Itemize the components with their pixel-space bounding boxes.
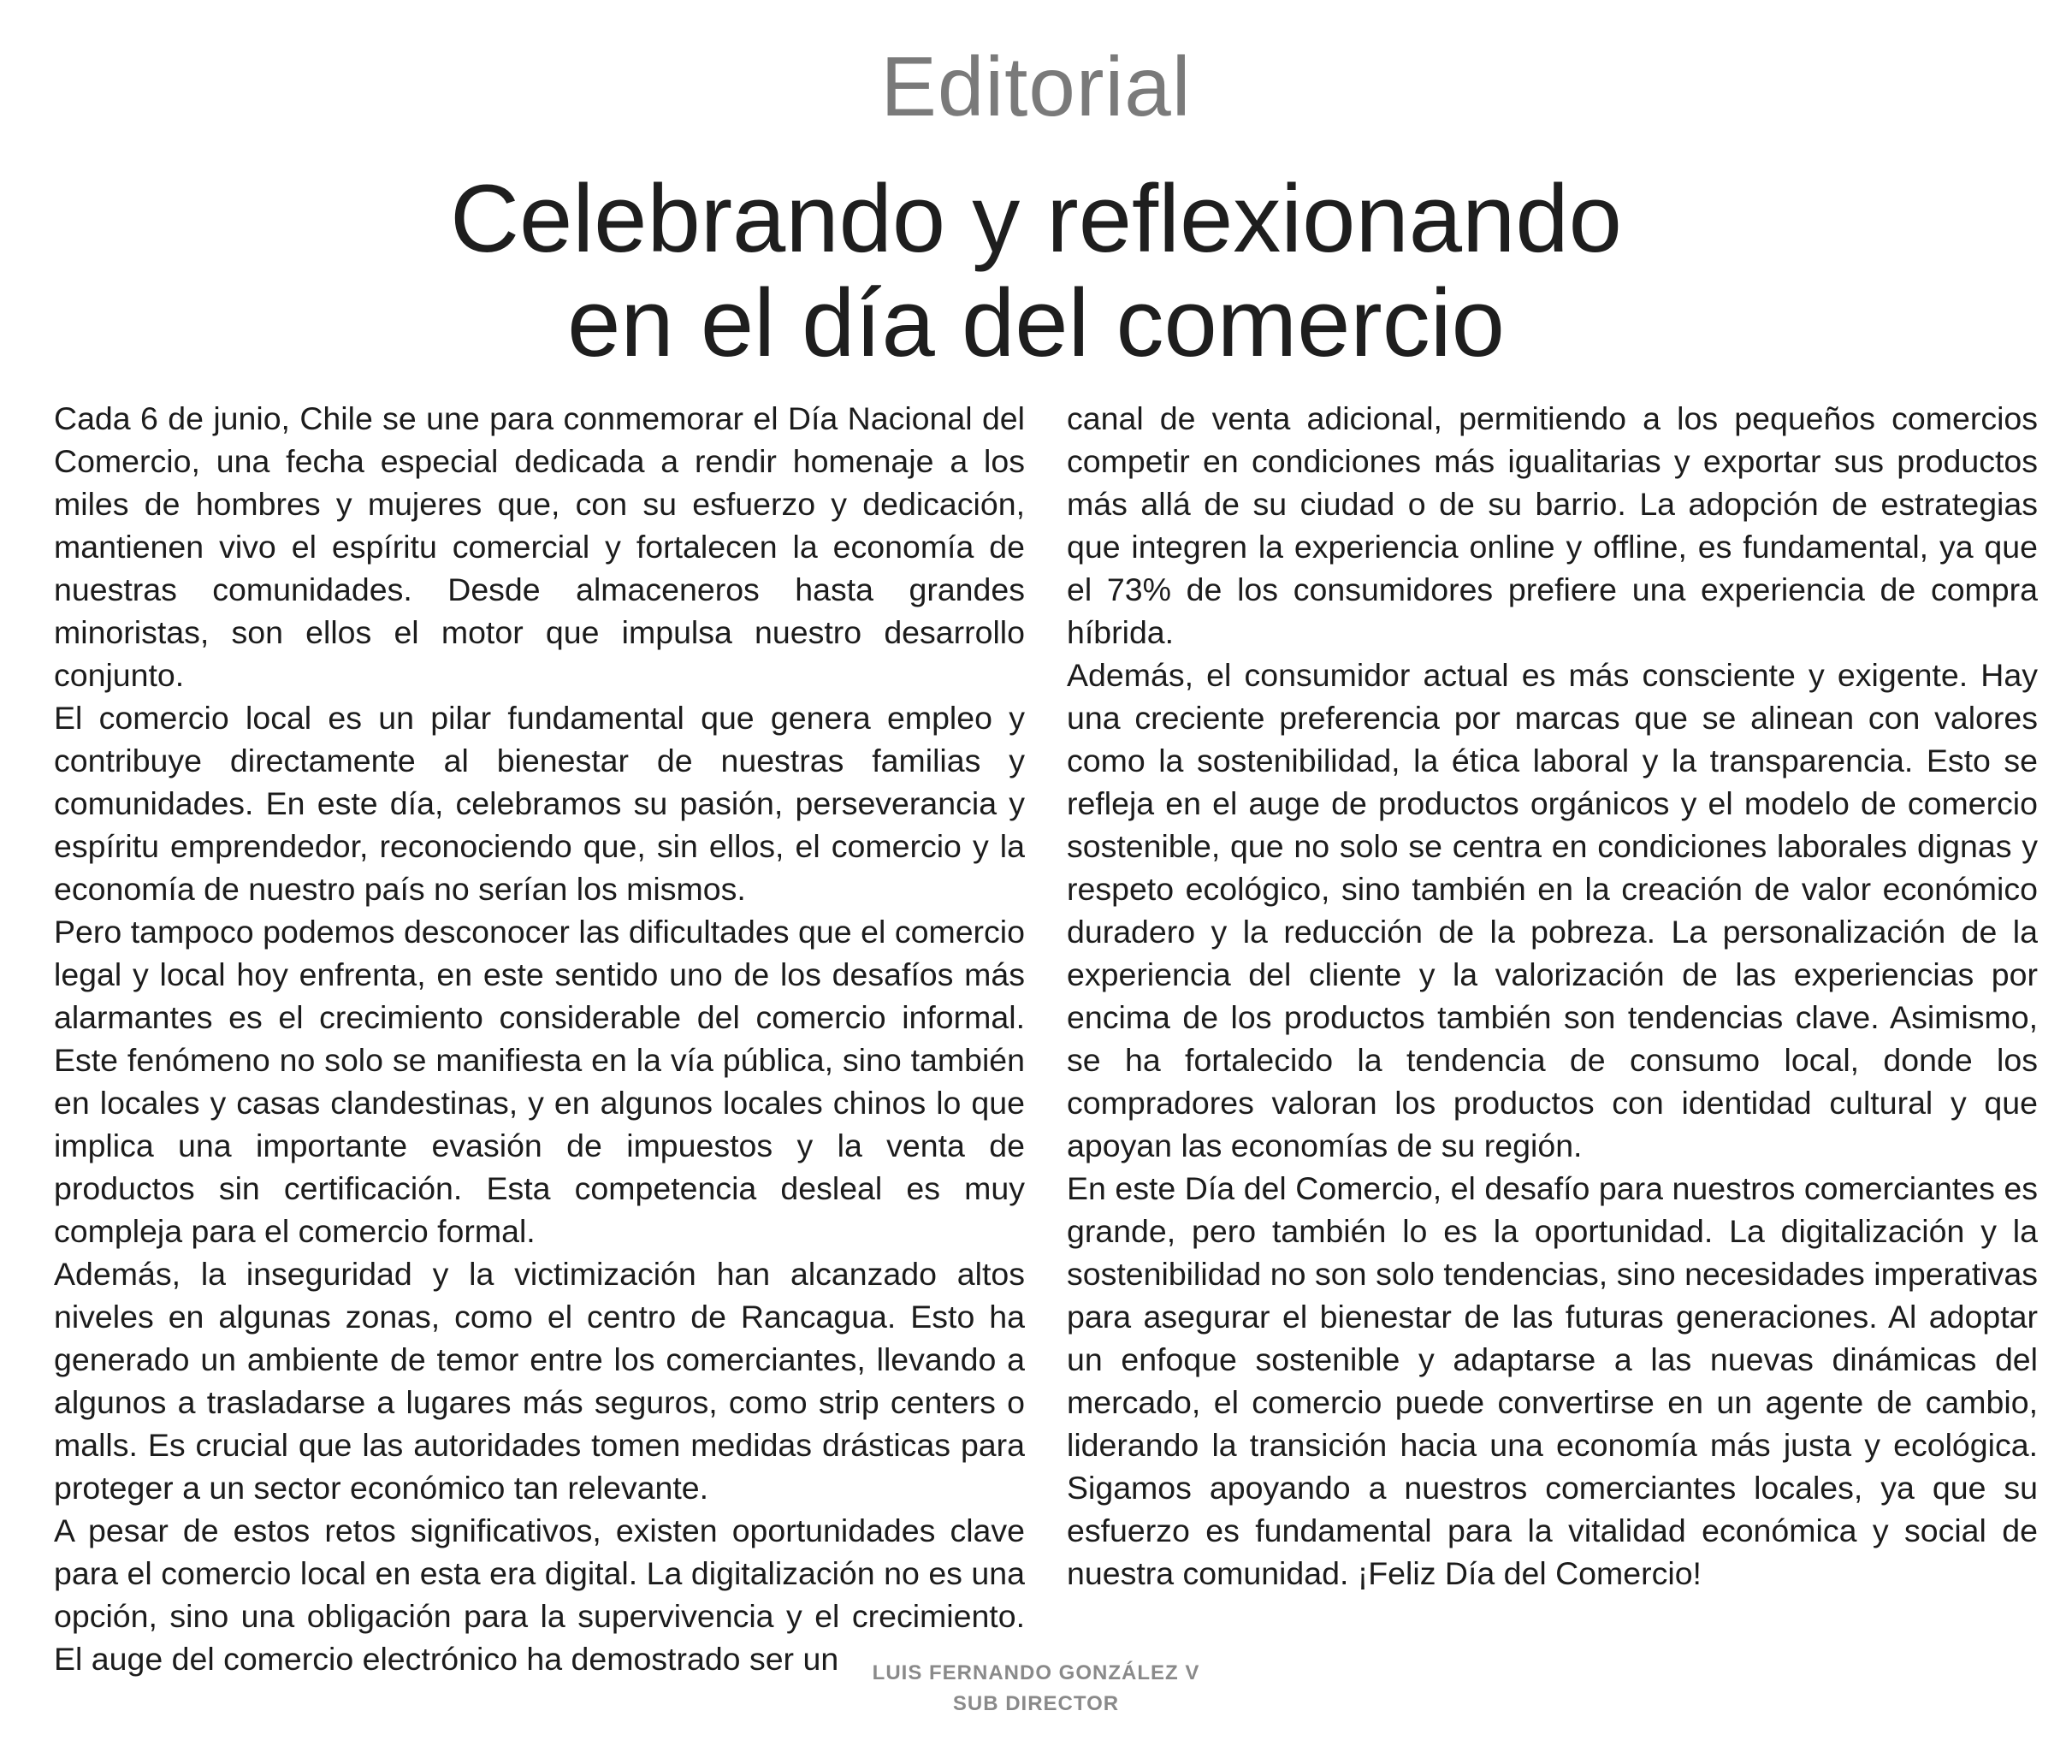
paragraph: Pero tampoco podemos desconocer las dificultades que el comercio legal y local hoy enfrenta, en este sentido uno de los desafíos más alarmantes es el crecimiento considerable del comercio informal. Este fenómeno no solo se manifiesta en la vía pública, sino también en locales y casas clandestinas, y en algunos locales chinos lo que implica una importante evasión de impuestos y la venta de productos sin certificación. Esta competencia desleal es muy compleja para el comercio formal. (54, 914, 1025, 1249)
headline (0, 167, 2072, 376)
headline-line-2: en el día del comercio (567, 269, 1505, 376)
left-column (54, 397, 1025, 1680)
right-column (1067, 397, 2038, 1595)
paragraph: Además, la inseguridad y la victimización han alcanzado altos niveles en algunas zonas, como el centro de Rancagua. Esto ha generado un ambiente de temor entre los comerciantes, llevando a algunos a trasladarse a lugares más seguros, como strip centers o malls. Es crucial que las autoridades tomen medidas drásticas para proteger a un sector económico tan relevante. (54, 1256, 1025, 1506)
paragraph: Cada 6 de junio, Chile se une para conmemorar el Día Nacional del Comercio, una fecha especial dedicada a rendir homenaje a los miles de hombres y mujeres que, con su esfuerzo y dedicación, mantienen vivo el espíritu comercial y fortalecen la economía de nuestras comunidades. Desde almaceneros hasta grandes minoristas, son ellos el motor que impulsa nuestro desarrollo conjunto. (54, 400, 1025, 693)
paragraph: A pesar de estos retos significativos, existen oportunidades clave para el comercio local en esta era digital. La digitalización no es una opción, sino una obligación para la supervivencia y el crecimiento. El auge del comercio electrónico ha demostrado ser un (54, 1512, 1025, 1677)
paragraph: Además, el consumidor actual es más consciente y exigente. Hay una creciente preferencia por marcas que se alinean con valores como la sostenibilidad, la ética laboral y la transparencia. Esto se refleja en el auge de productos orgánicos y el modelo de comercio sostenible, que no solo se centra en condiciones laborales dignas y respeto ecológico, sino también en la creación de valor económico duradero y la reducción de la pobreza. La personalización de la experiencia del cliente y la valorización de las experiencias por encima de los productos también son tendencias clave. Asimismo, se ha fortalecido la tendencia de consumo local, donde los compradores valoran los productos con identidad cultural y que apoyan las economías de su región. (1067, 657, 2038, 1163)
paragraph: En este Día del Comercio, el desafío para nuestros comerciantes es grande, pero también lo es la oportunidad. La digitalización y la sostenibilidad no son solo tendencias, sino necesidades imperativas para asegurar el bienestar de las futuras generaciones. Al adoptar un enfoque sostenible y adaptarse a las nuevas dinámicas del mercado, el comercio puede convertirse en un agente de cambio, liderando la transición hacia una economía más justa y ecológica. Sigamos apoyando a nuestros comerciantes locales, ya que su esfuerzo es fundamental para la vitalidad económica y social de nuestra comunidad. ¡Feliz Día del Comercio! (1067, 1170, 2038, 1591)
author-signature (0, 1658, 2072, 1720)
paragraph: El comercio local es un pilar fundamental que genera empleo y contribuye directamente al bienestar de nuestras familias y comunidades. En este día, celebramos su pasión, perseverancia y espíritu emprendedor, reconociendo que, sin ellos, el comercio y la economía de nuestro país no serían los mismos. (54, 700, 1025, 907)
section-label: Editorial (880, 39, 1192, 133)
paragraph: canal de venta adicional, permitiendo a los pequeños comercios competir en condiciones más igualitarias y exportar sus productos más allá de su ciudad o de su barrio. La adopción de estrategias que integren la experiencia online y offline, es fundamental, ya que el 73% de los consumidores prefiere una experiencia de compra híbrida. (1067, 400, 2038, 650)
author-name: LUIS FERNANDO GONZÁLEZ V (872, 1661, 1200, 1684)
author-title: SUB DIRECTOR (952, 1692, 1120, 1715)
headline-line-1: Celebrando y reflexionando (450, 165, 1622, 272)
